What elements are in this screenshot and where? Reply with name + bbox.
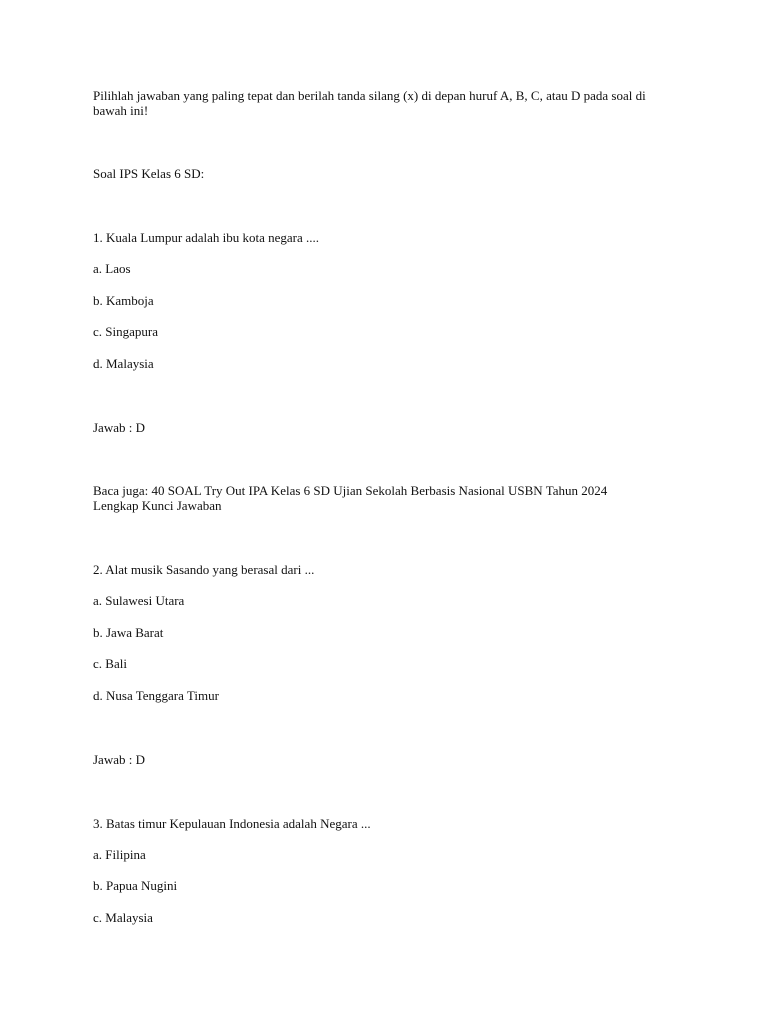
q2-answer: Jawab : D <box>93 752 145 767</box>
q2-option-c: c. Bali <box>93 656 127 671</box>
q2-option-d: d. Nusa Tenggara Timur <box>93 688 219 703</box>
instruction-line-1: Pilihlah jawaban yang paling tepat dan berilah tanda silang (x) di depan huruf A, B, C, atau D pada soal di <box>93 88 646 103</box>
q1-answer: Jawab : D <box>93 420 145 435</box>
q3-option-c: c. Malaysia <box>93 910 153 925</box>
q2-option-a: a. Sulawesi Utara <box>93 593 185 608</box>
document-heading: Soal IPS Kelas 6 SD: <box>93 166 205 181</box>
q1-option-d: d. Malaysia <box>93 356 154 371</box>
q1-option-c: c. Singapura <box>93 324 158 339</box>
question-2: 2. Alat musik Sasando yang berasal dari ... <box>93 562 315 577</box>
q1-option-b: b. Kamboja <box>93 293 154 308</box>
q2-option-b: b. Jawa Barat <box>93 625 164 640</box>
q1-option-a: a. Laos <box>93 261 131 276</box>
question-1: 1. Kuala Lumpur adalah ibu kota negara .... <box>93 230 319 245</box>
instruction-line-2: bawah ini! <box>93 103 149 118</box>
q3-option-a: a. Filipina <box>93 847 146 862</box>
question-3: 3. Batas timur Kepulauan Indonesia adalah Negara ... <box>93 816 371 831</box>
read-also-line-1[interactable]: Baca juga: 40 SOAL Try Out IPA Kelas 6 SD Ujian Sekolah Berbasis Nasional USBN Tahun 2024 <box>93 483 608 498</box>
q3-option-b: b. Papua Nugini <box>93 878 178 893</box>
read-also-line-2[interactable]: Lengkap Kunci Jawaban <box>93 498 222 513</box>
